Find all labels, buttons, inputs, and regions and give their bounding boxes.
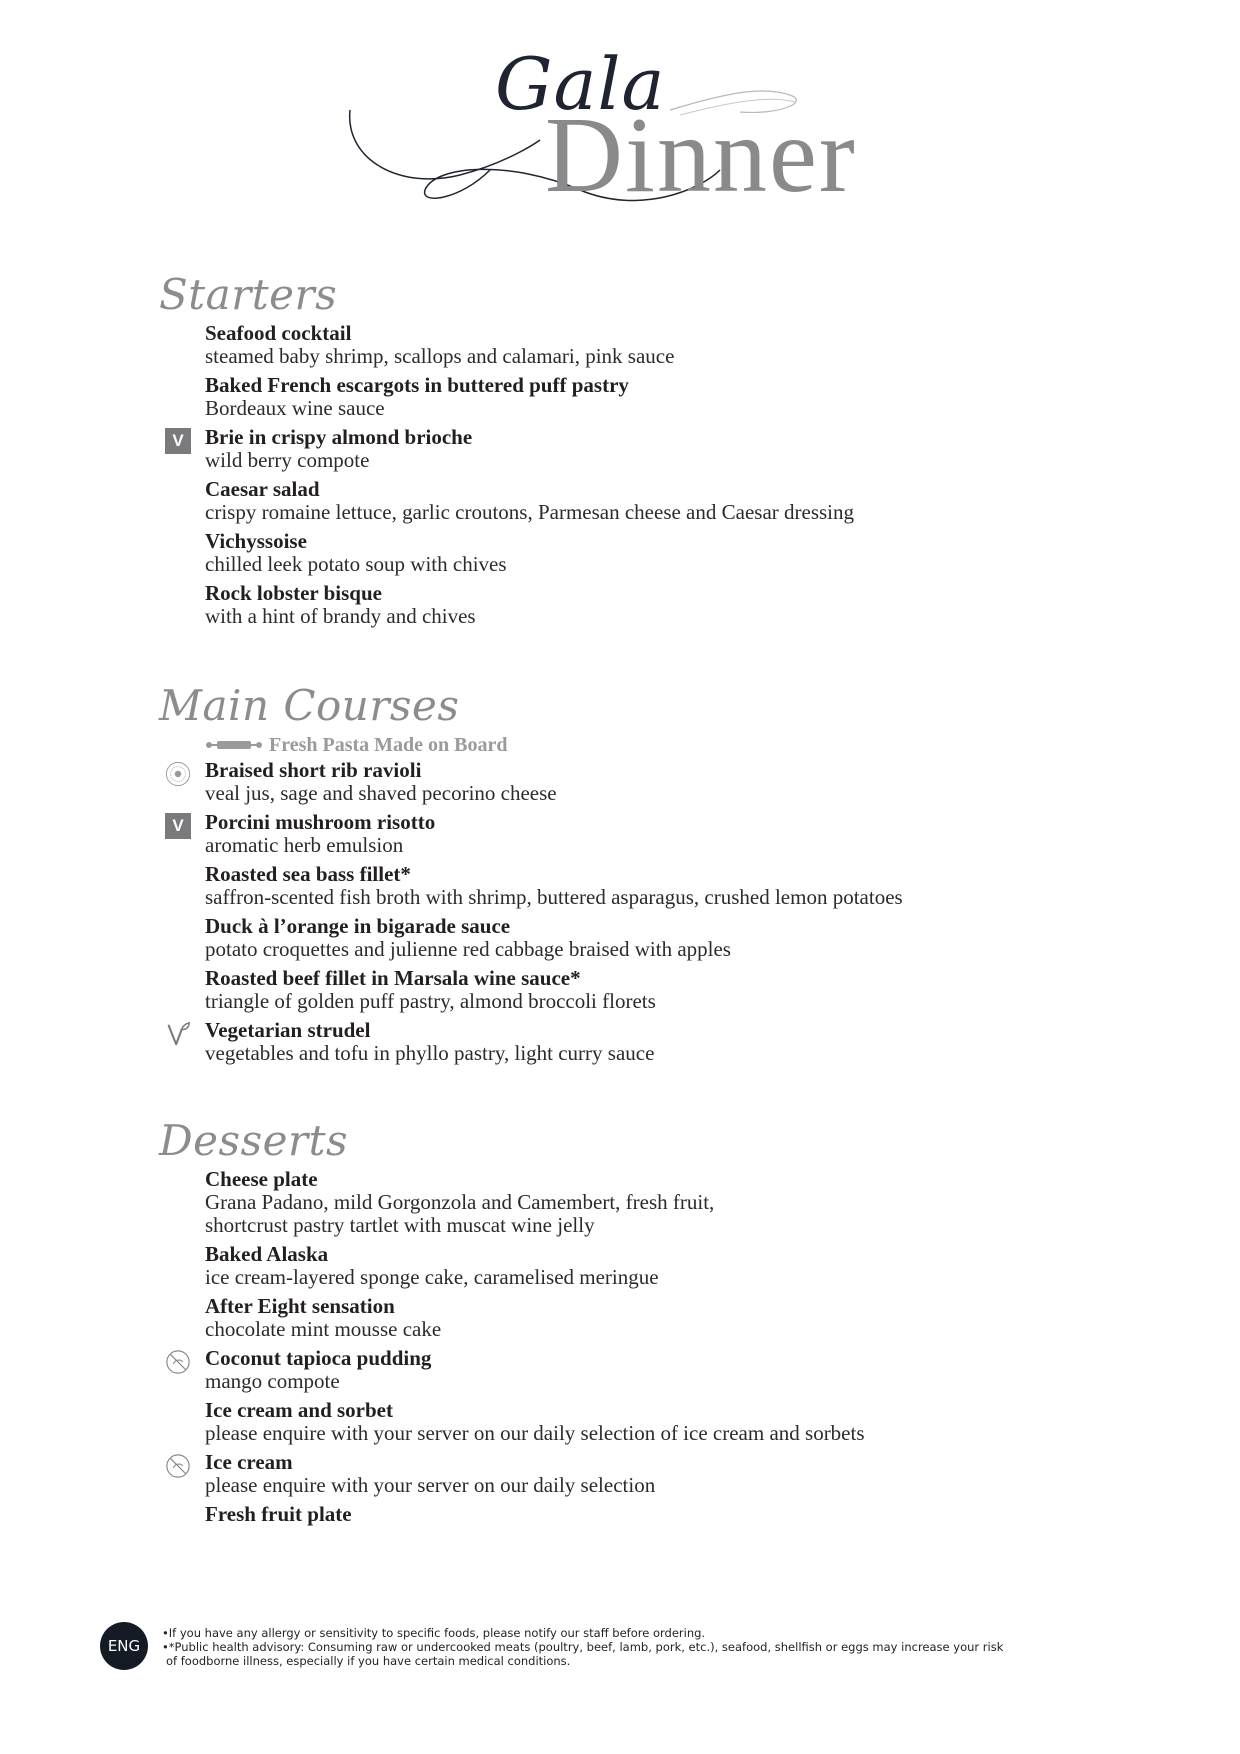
item-name: Baked Alaska xyxy=(205,1242,329,1267)
chefs-signature-seal-icon xyxy=(165,761,191,787)
item-name: Roasted beef fillet in Marsala wine sauce* xyxy=(205,966,581,991)
item-name: Coconut tapioca pudding xyxy=(205,1346,432,1371)
item-desc: veal jus, sage and shaved pecorino cheese xyxy=(205,781,557,806)
item-name: Roasted sea bass fillet* xyxy=(205,862,411,887)
menu-item xyxy=(163,759,1063,805)
item-desc: steamed baby shrimp, scallops and calamari, pink sauce xyxy=(205,344,675,369)
section-title-starters: Starters xyxy=(159,270,338,319)
item-desc: crispy romaine lettuce, garlic croutons, Parmesan cheese and Caesar dressing xyxy=(205,500,855,525)
menu-item xyxy=(163,1451,1063,1497)
menu-item xyxy=(163,1503,1063,1526)
vegetarian-v-icon: V xyxy=(165,813,191,839)
item-desc: saffron-scented fish broth with shrimp, buttered asparagus, crushed lemon potatoes xyxy=(205,885,903,910)
menu-item xyxy=(163,374,1063,420)
menu-item xyxy=(163,863,1063,909)
item-name: Vegetarian strudel xyxy=(205,1018,371,1043)
footnotes xyxy=(162,1626,1122,1668)
item-desc: aromatic herb emulsion xyxy=(205,833,404,858)
item-desc: triangle of golden puff pastry, almond broccoli florets xyxy=(205,989,656,1014)
title-main: Dinner xyxy=(545,96,857,215)
item-desc: mango compote xyxy=(205,1369,340,1394)
item-desc: chilled leek potato soup with chives xyxy=(205,552,507,577)
item-name: Rock lobster bisque xyxy=(205,581,382,606)
footnote-health-advisory-cont: of foodborne illness, especially if you have certain medical conditions. xyxy=(166,1654,571,1668)
menu-item xyxy=(163,1295,1063,1341)
item-desc: with a hint of brandy and chives xyxy=(205,604,476,629)
no-sugar-added-icon xyxy=(165,1453,191,1479)
menu-item xyxy=(163,1168,1063,1237)
item-desc: potato croquettes and julienne red cabbage braised with apples xyxy=(205,937,731,962)
item-desc: chocolate mint mousse cake xyxy=(205,1317,442,1342)
title-script: Gala xyxy=(495,42,666,126)
menu-item xyxy=(163,915,1063,961)
item-desc: ice cream-layered sponge cake, caramelised meringue xyxy=(205,1265,659,1290)
item-desc: Bordeaux wine sauce xyxy=(205,396,385,421)
menu-item xyxy=(163,322,1063,368)
item-name: Fresh fruit plate xyxy=(205,1502,352,1527)
item-name: Seafood cocktail xyxy=(205,321,352,346)
item-name: Baked French escargots in buttered puff pastry xyxy=(205,373,629,398)
pasta-note xyxy=(163,733,1063,757)
menu-item xyxy=(163,1347,1063,1393)
section-title-mains: Main Courses xyxy=(159,681,460,730)
item-name: Braised short rib ravioli xyxy=(205,758,422,783)
item-name: Brie in crispy almond brioche xyxy=(205,425,473,450)
item-desc: shortcrust pastry tartlet with muscat wine jelly xyxy=(205,1213,595,1238)
footnote-health-advisory: •*Public health advisory: Consuming raw or undercooked meats (poultry, beef, lamb, pork, etc.), seafood, shellfish or eggs may increase your risk xyxy=(162,1640,1004,1654)
section-title-desserts: Desserts xyxy=(159,1116,349,1165)
menu-item xyxy=(163,811,1063,857)
item-name: Caesar salad xyxy=(205,477,320,502)
item-desc: please enquire with your server on our daily selection of ice cream and sorbets xyxy=(205,1421,865,1446)
footnote-allergy: •If you have any allergy or sensitivity to specific foods, please notify our staff before ordering. xyxy=(162,1626,706,1640)
menu-item xyxy=(163,582,1063,628)
menu-item xyxy=(163,1019,1063,1065)
menu-title xyxy=(340,40,920,230)
item-name: After Eight sensation xyxy=(205,1294,395,1319)
starters-section xyxy=(159,270,1063,634)
rolling-pin-icon xyxy=(205,739,263,751)
item-desc: please enquire with your server on our daily selection xyxy=(205,1473,656,1498)
item-desc: vegetables and tofu in phyllo pastry, light curry sauce xyxy=(205,1041,655,1066)
item-name: Duck à l’orange in bigarade sauce xyxy=(205,914,511,939)
vegetarian-v-icon: V xyxy=(165,428,191,454)
menu-item xyxy=(163,530,1063,576)
pasta-note-label: Fresh Pasta Made on Board xyxy=(269,734,508,757)
menu-item xyxy=(163,426,1063,472)
desserts-section xyxy=(159,1116,1063,1532)
language-badge: ENG xyxy=(100,1622,148,1670)
item-name: Porcini mushroom risotto xyxy=(205,810,436,835)
item-name: Ice cream and sorbet xyxy=(205,1398,393,1423)
menu-item xyxy=(163,478,1063,524)
item-desc: wild berry compote xyxy=(205,448,370,473)
item-desc: Grana Padano, mild Gorgonzola and Camembert, fresh fruit, xyxy=(205,1190,715,1215)
mains-section xyxy=(159,681,1063,1071)
menu-item xyxy=(163,967,1063,1013)
menu-item xyxy=(163,1399,1063,1445)
footer xyxy=(100,1622,1140,1682)
no-sugar-added-icon xyxy=(165,1349,191,1375)
vegan-leaf-icon xyxy=(165,1021,191,1047)
item-name: Ice cream xyxy=(205,1450,293,1475)
item-name: Vichyssoise xyxy=(205,529,307,554)
menu-item xyxy=(163,1243,1063,1289)
item-name: Cheese plate xyxy=(205,1167,318,1192)
